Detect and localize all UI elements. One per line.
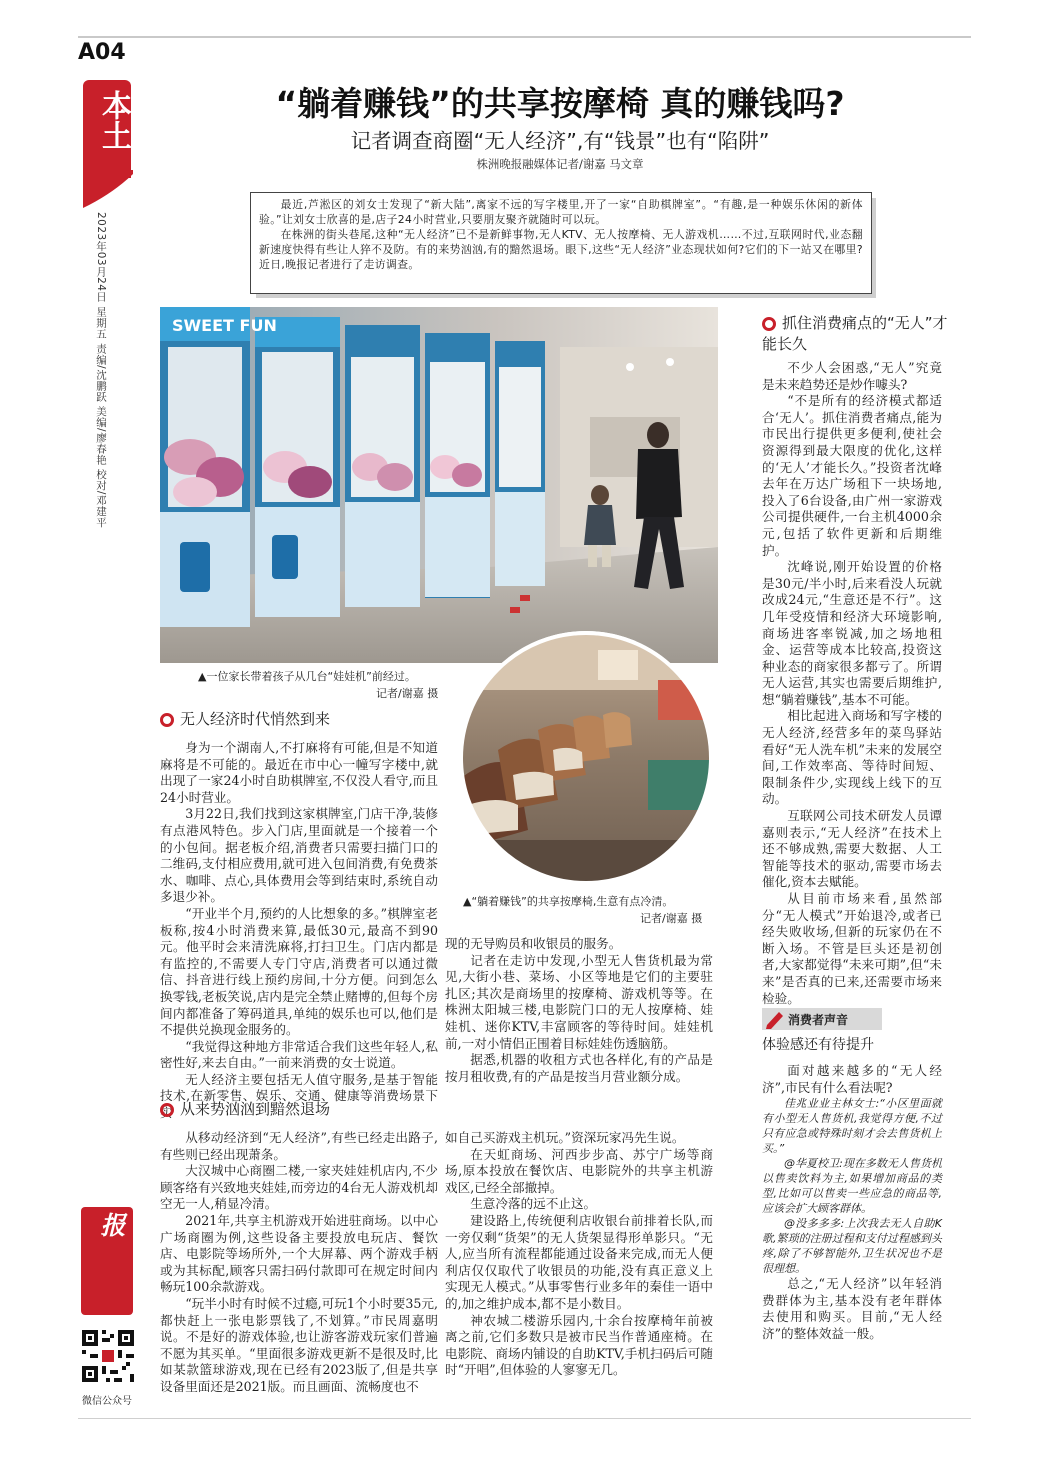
section1-p2: 3月22日,我们找到这家棋牌室,门店干净,装修有点港风特色。步入门店,里面就是一个接着一个的小包间。据老板介绍,消费者只需要扫描门口的二维码,支付相应费用,就可进入包间消费,有免费茶水、咖啡、点心,具体费用会等到结束时,系统自动多退少补。 xyxy=(160,806,438,905)
section3-heading xyxy=(762,312,952,354)
consumer-voice-label: 消费者声音 xyxy=(788,1013,849,1027)
section3-p1: 不少人会困惑,“无人”究竟是未来趋势还是炒作噱头? xyxy=(762,360,942,392)
section3-title: 抓住消费痛点的“无人”才能长久 xyxy=(762,314,948,353)
section3-p3: 沈峰说,刚开始设置的价格是30元/半小时,后来看没人玩就改成24元,“生意还是不行”。这几年受疫情和经济大环境影响,商场进客率锐减,加之场地租金、运营等成本比较高,投资这种业态的商家很多都亏了。所谓无人运营,其实也需要后期维护,想“躺着赚钱”,基本不可能。 xyxy=(762,559,942,707)
section2-c1-p3: 2021年,共享主机游戏开始进驻商场。以中心广场商圈为例,这些设备主要投放电玩店、餐饮店、电影院等场所外,一个大屏幕、两个游戏手柄或为其标配,顾客只需扫码付款即可在规定时间内畅玩100余款游戏。 xyxy=(160,1212,438,1295)
top-rule xyxy=(78,36,971,38)
section4-p3: @华夏校卫:现在多数无人售货机以售卖饮料为主,如果增加商品的类型,比如可以售卖一些应急的商品等,应该会扩大顾客群体。 xyxy=(762,1157,942,1216)
lead-p2: 在株洲的街头巷尾,这种“无人经济”已不是新鲜事物,无人KTV、无人按摩椅、无人游戏机……不过,互联网时代,业态翻新速度快得有些让人猝不及防。有的来势汹汹,有的黯然退场。眼下,这些“无人经济”业态现状如何?它们的下一站又在哪里?近日,晚报记者进行了走访调查。 xyxy=(259,228,863,271)
machine-sign: SWEET FUN xyxy=(172,316,277,335)
photo1-caption: ▲一位家长带着孩子从几台“娃娃机”前经过。 xyxy=(198,670,416,683)
section2-title: 从来势汹汹到黯然退场 xyxy=(180,1100,331,1118)
qr-caption: 微信公众号 xyxy=(82,1396,132,1407)
section2-c2-p4: 建设路上,传统便利店收银台前排着长队,而一旁仅剩“货架”的无人货架显得形单影只。“无人,应当所有流程都能通过设备来完成,而无人便利店仅仅取代了收银员的功能,没有真正意义上实现无人模式。”从事零售行业多年的秦佳一语中的,加之维护成本,都不是小数目。 xyxy=(445,1212,713,1311)
headline: “躺着赚钱”的共享按摩椅 真的赚钱吗? xyxy=(275,84,845,123)
section-tab xyxy=(83,80,131,178)
bottom-rule xyxy=(78,1418,971,1419)
page-label: A04 xyxy=(78,40,126,65)
section1-title: 无人经济时代悄然到来 xyxy=(180,710,331,728)
section2-col1 xyxy=(160,1130,438,1396)
tab-swoosh xyxy=(82,170,134,210)
qr-code[interactable] xyxy=(82,1330,134,1382)
photo1-credit: 记者/谢嘉 摄 xyxy=(376,687,439,700)
section2-heading xyxy=(160,1098,330,1119)
brand-block xyxy=(81,1207,162,1315)
section-label: 本土 xyxy=(96,90,131,150)
section2-c2-p3: 生意冷落的远不止这。 xyxy=(470,1196,597,1212)
section2-c1-p4: “玩半小时有时候不过瘾,可玩1个小时要35元,都快赶上一张电影票钱了,不划算。”市民周嘉明说。不是好的游戏体验,也让游客游戏玩家们普遍不愿为其买单。“里面很多游戏更新不是很及时,比如某款篮球游戏,现在已经有2023版了,但是共享设备里面还是2021版。而且画面、流畅度也不 xyxy=(160,1295,438,1394)
section2-c1-p1: 从移动经济到“无人经济”,有些已经走出路子,有些则已经出现萧条。 xyxy=(160,1130,438,1162)
section-bullet-icon xyxy=(160,713,174,727)
lead-p1: 最近,芦淞区的刘女士发现了“新大陆”,离家不远的写字楼里,开了一家“自助棋牌室”。“有趣,是一种娱乐休闲的新体验。”让刘女士欣喜的是,店子24小时营业,只要朋友聚齐就随时可以玩。 xyxy=(259,198,863,226)
consumer-voice-tag xyxy=(762,1008,882,1030)
section2-c2-p1: 如自己买游戏主机玩。”资深玩家冯先生说。 xyxy=(445,1130,685,1145)
section3-p6: 从目前市场来看,虽然部分“无人模式”开始退冷,或者已经失败收场,但新的玩家仍在不断入场。不管是巨头还是初创者,大家都觉得“未来可期”,但“未来”是否真的已来,还需要市场来检验。 xyxy=(762,891,942,1006)
section4-body xyxy=(762,1063,942,1343)
section4-title: 体验感还有待提升 xyxy=(762,1037,874,1053)
section3-body xyxy=(762,360,942,1007)
lead-box xyxy=(250,192,872,294)
photo2-caption: ▲“躺着赚钱”的共享按摩椅,生意有点冷清。 xyxy=(463,895,674,908)
section1-body xyxy=(160,740,438,1122)
section1-p1: 身为一个湖南人,不打麻将有可能,但是不知道麻将是不可能的。最近在市中心一幢写字楼中,就出现了一家24小时自助棋牌室,不仅没人看守,而且24小时营业。 xyxy=(160,740,438,805)
middle-col-body xyxy=(445,936,713,1085)
section4-p1: 面对越来越多的“无人经济”,市民有什么看法呢? xyxy=(762,1063,942,1095)
middle-p1: 现的无导购员和收银员的服务。 xyxy=(445,936,622,951)
photo-claw-machines xyxy=(160,307,718,663)
section4-p2: 佳兆业业主林女士:“小区里面就有小型无人售货机,我觉得方便,不过只有应急或特殊时刻才会去售货机上买。” xyxy=(762,1097,942,1156)
photo2-credit: 记者/谢嘉 摄 xyxy=(640,912,703,925)
section2-c2-p5: 神农城二楼游乐园内,十余台按摩椅年前被离之前,它们多数只是被市民当作普通座椅。在电影院、商场内铺设的自助KTV,手机扫码后可随时“开唱”,但体验的人寥寥无几。 xyxy=(445,1312,713,1378)
section-bullet-icon xyxy=(160,1103,174,1117)
section2-c1-p2: 大汉城中心商圈二楼,一家夹娃娃机店内,不少顾客络有兴致地夹娃娃,而旁边的4台无人游戏机却空无一人,稍显冷清。 xyxy=(160,1163,438,1212)
pen-icon xyxy=(764,1008,786,1030)
section4-p5: 总之,“无人经济”以年轻消费群体为主,基本没有老年群体去使用和购买。目前,“无人经济”的整体效益一般。 xyxy=(762,1276,942,1341)
section2-col2 xyxy=(445,1130,713,1379)
photo-massage-chairs xyxy=(458,630,714,886)
section3-p5: 互联网公司技术研发人员谭嘉则表示,“无人经济”在技术上还不够成熟,需要大数据、人工智能等技术的驱动,需要市场去催化,资本去赋能。 xyxy=(762,808,942,890)
middle-p2: 记者在走访中发现,小型无人售货机最为常见,大街小巷、菜场、小区等地是它们的主要驻扎区;其次是商场里的按摩椅、游戏机等等。在株洲太阳城三楼,电影院门口的无人按摩椅、娃娃机、迷你KTV,丰富顾客的等待时间。娃娃机前,一对小情侣正围着目标娃娃伤透脑筋。 xyxy=(445,952,713,1051)
section1-heading xyxy=(160,708,330,729)
section3-p2: “不是所有的经济模式都适合‘无人’。抓住消费者痛点,能为市民出行提供更多便利,使社会资源得到最大限度的优化,这样的‘无人’才能长久。”投资者沈峰去年在万达广场租下一块场地,投入了6台设备,由广州一家游戏公司提供硬件,一台主机4000余元,包括了软件更新和后期维护。 xyxy=(762,393,942,558)
section-bullet-icon xyxy=(762,317,776,331)
brand-name: 株洲晚报 xyxy=(97,1212,162,1287)
section4-p4: @没多多多:上次我去无人自助K歌,繁琐的注册过程和支付过程感到头疼,除了不够智能外,卫生状况也不是很理想。 xyxy=(762,1217,942,1276)
dateline: 2023年03月24日 星期五 责编/沈鹏跃 美编/廖春艳 校对/邓建平 xyxy=(95,212,107,528)
section1-p4: “我觉得这种地方非常适合我们这些年轻人,私密性好,来去自由。”一前来消费的女士说道。 xyxy=(160,1038,438,1071)
section1-p3: “开业半个月,预约的人比想象的多。”棋牌室老板称,按4小时消费来算,最低30元,最高不到90元。他平时会来清洗麻将,打扫卫生。门店内都是有监控的,不需要人专门守店,消费者可以通过微信、抖音进行线上预约房间,十分方便。问到怎么换零钱,老板笑说,店内是完全禁止赌博的,但每个房间内都准备了筹码道具,单纯的娱乐也可以,他们是不提供兑换现金服务的。 xyxy=(160,905,438,1038)
subheadline: 记者调查商圈“无人经济”,有“钱景”也有“陷阱” xyxy=(350,129,770,153)
section1-p5: 无人经济主要包括无人值守服务,是基于智能技术,在新零售、娱乐、交通、健康等消费场景下实 xyxy=(160,1071,438,1121)
section3-p4: 相比起进入商场和写字楼的无人经济,经营多年的菜鸟驿站看好“无人洗车机”未来的发展空间,工作效率高、等待时间短、限制条件少,实现线上线下的互动。 xyxy=(762,708,942,807)
middle-p3: 据悉,机器的收租方式也各样化,有的产品是按月租收费,有的产品是按当月营业额分成。 xyxy=(445,1052,713,1084)
section2-c2-p2: 在天虹商场、河西步步高、苏宁广场等商场,原本投放在餐饮店、电影院外的共享主机游戏区,已经全部撤掉。 xyxy=(445,1146,713,1195)
byline: 株洲晚报融媒体记者/谢嘉 马文章 xyxy=(476,157,644,171)
